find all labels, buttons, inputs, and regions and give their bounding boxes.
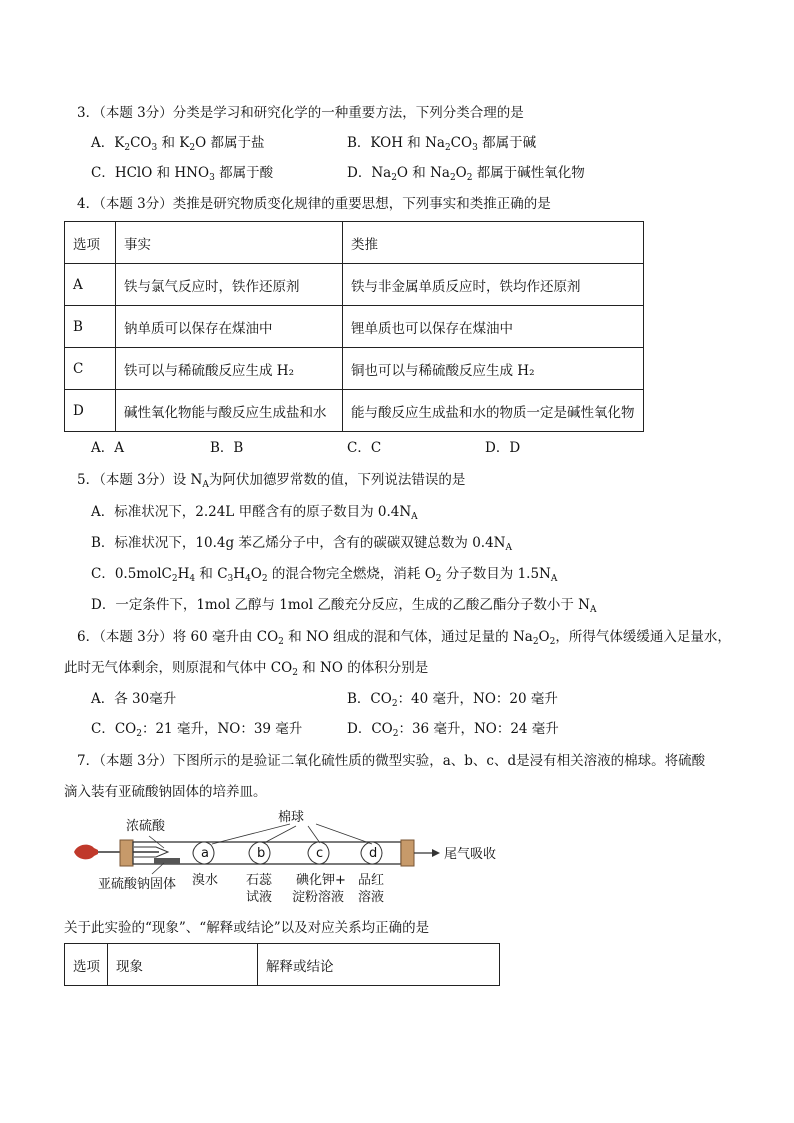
table-cell: 类推	[343, 222, 644, 264]
table-cell: 碱性氧化物能与酸反应生成盐和水	[116, 390, 343, 432]
acid-label: 浓硫酸	[126, 819, 166, 834]
q5-option-b: B．标准状况下，10.4g 苯乙烯分子中，含有的碳碳双键总数为 $0.4N_A$	[91, 535, 512, 553]
q3-option-d: D．$Na_2O$ 和 $Na_2O_2$ 都属于碱性氧化物	[347, 165, 585, 183]
cotton-ball-b	[249, 842, 270, 864]
q4-option-d: D．D	[485, 440, 521, 456]
table-cell: 选项	[65, 944, 108, 986]
cotton-ball-c	[308, 842, 329, 864]
solution-c-label-1: 碘化钾+	[296, 873, 346, 888]
q6-option-c: C．$CO_2$：21 毫升，NO：39 毫升	[91, 721, 303, 739]
q6-option-d: D．$CO_2$：36 毫升，NO：24 毫升	[347, 721, 559, 739]
solution-d-label-2: 溶液	[358, 890, 385, 905]
experiment-diagram	[64, 808, 544, 910]
svg-text:b: b	[257, 846, 266, 861]
table-row	[65, 306, 644, 348]
solid-label: 亚硫酸钠固体	[98, 877, 177, 892]
table-cell: 钠单质可以保存在煤油中	[116, 306, 343, 348]
solid-label-leader	[152, 863, 164, 874]
cotton-label: 棉球	[278, 810, 305, 825]
q4-option-a: A．A	[91, 440, 124, 456]
q3-option-a: A．$K_2CO_3$ 和 $K_2O$ 都属于盐	[91, 135, 265, 153]
svg-text:a: a	[201, 846, 209, 861]
cotton-ball-a	[193, 842, 214, 864]
table-cell: 铁与非金属单质反应时，铁均作还原剂	[343, 264, 644, 306]
q7-after-diagram: 关于此实验的“现象”、“解释或结论”以及对应关系均正确的是	[64, 920, 430, 936]
solution-b-label-2: 试液	[246, 890, 273, 905]
table-cell: D	[65, 390, 116, 432]
q5-option-c: C．$0.5molC_2H_4$ 和 $C_3H_4O_2$ 的混合物完全燃烧，消耗 $O_2$ 分子数目为 $1.5N_A$	[91, 566, 558, 584]
q5-option-a: A．标准状况下，2.24L 甲醛含有的原子数目为 $0.4N_A$	[91, 504, 418, 522]
cotton-ball-d	[361, 842, 382, 864]
cotton-leader-b	[264, 826, 296, 843]
na2so3-dish	[154, 858, 180, 864]
solution-b-label-1: 石蕊	[246, 873, 273, 888]
q4-option-c: C．C	[347, 440, 382, 456]
solution-c-label-2: 淀粉溶液	[292, 890, 345, 905]
q6-stem-line1: 6．（本题 3分）将 60 毫升由 $CO_2$ 和 NO 组成的混和气体，通过足量的 $Na_2O_2$，所得气体缓缓通入足量水，	[77, 629, 731, 647]
right-stopper	[401, 840, 414, 866]
table-header-row	[65, 944, 500, 986]
table-cell: B	[65, 306, 116, 348]
table-cell: C	[65, 348, 116, 390]
q6-option-a: A．各 30毫升	[91, 691, 177, 707]
q3-stem: 3．（本题 3分）分类是学习和研究化学的一种重要方法，下列分类合理的是	[77, 105, 524, 121]
table-row	[65, 348, 644, 390]
table-cell: 事实	[116, 222, 343, 264]
table-cell: 铁可以与稀硫酸反应生成 H₂	[116, 348, 343, 390]
outlet-arrow	[432, 849, 440, 857]
table-row	[65, 264, 644, 306]
svg-text:c: c	[316, 846, 324, 861]
table-cell: 锂单质也可以保存在煤油中	[343, 306, 644, 348]
q7-stem-line2: 滴入装有亚硫酸钠固体的培养皿。	[64, 784, 267, 800]
q4-option-b: B．B	[210, 440, 244, 456]
table-cell: A	[65, 264, 116, 306]
q3-option-b: B．KOH 和 $Na_2CO_3$ 都属于碱	[347, 135, 537, 153]
cotton-leader-c	[308, 826, 320, 843]
tail-gas-label: 尾气吸收	[444, 847, 497, 862]
table-cell: 现象	[108, 944, 258, 986]
q5-stem: 5．（本题 3分）设 $N_A$为阿伏加德罗常数的值，下列说法错误的是	[77, 472, 466, 490]
q5-option-d: D．一定条件下，1mol 乙醇与 1mol 乙酸充分反应，生成的乙酸乙酯分子数小于 $N_A$	[91, 597, 597, 615]
q6-stem-line2: 此时无气体剩余，则原混和气体中 $CO_2$ 和 NO 的体积分别是	[64, 660, 429, 678]
q6-option-b: B．$CO_2$：40 毫升，NO：20 毫升	[347, 691, 558, 709]
table-cell: 能与酸反应生成盐和水的物质一定是碱性氧化物	[343, 390, 644, 432]
table-cell: 铜也可以与稀硫酸反应生成 H₂	[343, 348, 644, 390]
q7-stem-line1: 7．（本题 3分）下图所示的是验证二氧化硫性质的微型实验，a、b、c、d是浸有相关溶液的棉球。将硫酸	[77, 753, 706, 769]
q4-table	[64, 221, 644, 432]
cotton-leader-a	[212, 824, 290, 844]
table-cell: 选项	[65, 222, 116, 264]
solution-a-label: 溴水	[192, 873, 219, 888]
dropper-bulb	[74, 845, 98, 860]
solution-d-label-1: 品红	[358, 873, 385, 888]
q7-table	[64, 943, 500, 986]
q3-option-c: C．HClO 和 $HNO_3$ 都属于酸	[91, 165, 274, 183]
svg-text:d: d	[369, 846, 378, 861]
table-cell: 铁与氯气反应时，铁作还原剂	[116, 264, 343, 306]
cotton-leader-d	[316, 824, 372, 844]
table-row	[65, 390, 644, 432]
left-stopper	[120, 840, 133, 866]
q4-stem: 4．（本题 3分）类推是研究物质变化规律的重要思想，下列事实和类推正确的是	[77, 196, 551, 212]
table-header-row	[65, 222, 644, 264]
table-cell: 解释或结论	[258, 944, 500, 986]
